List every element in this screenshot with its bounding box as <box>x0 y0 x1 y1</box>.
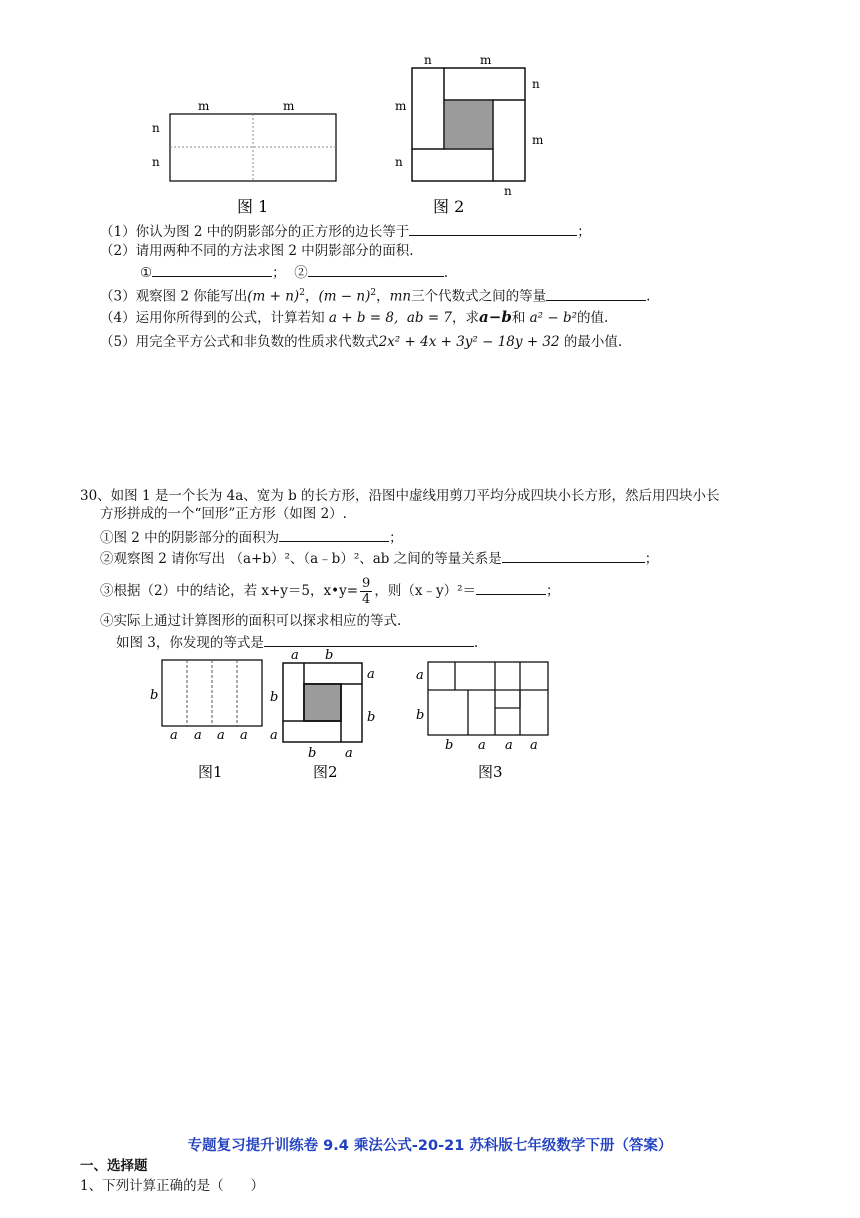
svg-text:b: b <box>416 708 425 723</box>
figure-3-bottom <box>410 652 570 792</box>
svg-text:a: a <box>367 667 375 682</box>
answer-blank[interactable] <box>546 286 646 301</box>
q29-item5: （5）用完全平方公式和非负数的性质求代数式2x² + 4x + 3y² − 18y + 32 的最小值. <box>100 334 623 350</box>
svg-text:a: a <box>194 728 202 743</box>
svg-text:m: m <box>532 133 544 147</box>
svg-text:a: a <box>240 728 248 743</box>
svg-text:b: b <box>445 738 454 753</box>
svg-text:b: b <box>325 648 334 663</box>
svg-text:m: m <box>480 53 492 67</box>
fig1-label-n2: n <box>152 155 160 169</box>
fig2-caption: 图 2 <box>433 197 465 216</box>
fig1-label-n1: n <box>152 121 160 135</box>
q30-s4: ④实际上通过计算图形的面积可以探求相应的等式. <box>100 613 402 629</box>
q29-item3: （3）观察图 2 你能写出$(m + n)^2$，$(m - n)^2$，mn三个代数式之间的等量 . <box>100 284 650 306</box>
q29-item2: （2）请用两种不同的方法求图 2 中阴影部分的面积. <box>100 243 414 259</box>
svg-text:n: n <box>532 77 540 91</box>
svg-text:a: a <box>170 728 178 743</box>
q30-s1: ①图 2 中的阴影部分的面积为 ； <box>100 527 403 547</box>
answer-blank-2[interactable] <box>308 262 444 277</box>
figure-1-top <box>140 50 360 220</box>
answer-blank[interactable] <box>409 221 577 236</box>
answer-title: 专题复习提升训练卷 9.4 乘法公式-20-21 苏科版七年级数学下册（答案） <box>187 1138 673 1154</box>
q29-item2-answers: ① ； ② . <box>140 262 448 282</box>
svg-text:n: n <box>395 155 403 169</box>
svg-text:a: a <box>291 648 299 663</box>
answer-blank-1[interactable] <box>152 262 272 277</box>
q30-s2: ②观察图 2 请你写出 （a+b）²、（a﹣b）²、ab 之间的等量关系是 ； <box>100 548 658 568</box>
svg-text:a: a <box>217 728 225 743</box>
figure-2-top <box>380 50 560 220</box>
svg-text:a: a <box>530 738 538 753</box>
figure-2-bottom <box>265 645 385 785</box>
svg-text:a: a <box>270 728 278 743</box>
svg-text:图3: 图3 <box>478 763 503 781</box>
answer-blank[interactable] <box>279 527 389 542</box>
question-1: 1、下列计算正确的是（ ） <box>80 1178 265 1194</box>
svg-text:a: a <box>416 668 424 683</box>
svg-text:n: n <box>424 53 432 67</box>
svg-text:n: n <box>504 184 512 198</box>
svg-text:图2: 图2 <box>313 763 338 781</box>
svg-text:m: m <box>395 99 407 113</box>
q30-s4b: 如图 3，你发现的等式是 . <box>116 632 478 652</box>
q30-line2: 方形拼成的一个“回形”正方形（如图 2）. <box>100 506 347 522</box>
fraction-9-4: $\frac{9}{4}$ <box>362 576 371 607</box>
q30-line1: 30、如图 1 是一个长为 4a、宽为 b 的长方形，沿图中虚线用剪刀平均分成四块小长方形，然后用四块小长 <box>80 488 720 504</box>
svg-text:a: a <box>505 738 513 753</box>
fig1-label-m2: m <box>283 99 295 113</box>
svg-text:图1: 图1 <box>198 763 223 781</box>
svg-text:b: b <box>308 746 317 761</box>
svg-text:a: a <box>345 746 353 761</box>
svg-text:b: b <box>367 710 376 725</box>
fig1-caption: 图 1 <box>237 197 269 216</box>
answer-blank[interactable] <box>476 580 546 595</box>
answer-blank[interactable] <box>502 548 645 563</box>
svg-text:b: b <box>150 688 159 703</box>
fig1-label-m1: m <box>198 99 210 113</box>
section-heading: 一、选择题 <box>80 1158 148 1174</box>
q29-item4: （4）运用你所得到的公式，计算若知 a + b = 8, ab = 7，求a−b和 a² − b²的值. <box>100 308 609 326</box>
q30-s3: ③根据（2）中的结论，若 x+y＝5，x•y= $\frac{9}{4}$ ，则（x﹣y）²＝ ； <box>100 576 560 607</box>
q29-item1: （1）你认为图 2 中的阴影部分的正方形的边长等于 ； <box>100 221 591 241</box>
figure-1-bottom <box>140 650 270 790</box>
svg-text:a: a <box>478 738 486 753</box>
svg-text:b: b <box>270 690 279 705</box>
